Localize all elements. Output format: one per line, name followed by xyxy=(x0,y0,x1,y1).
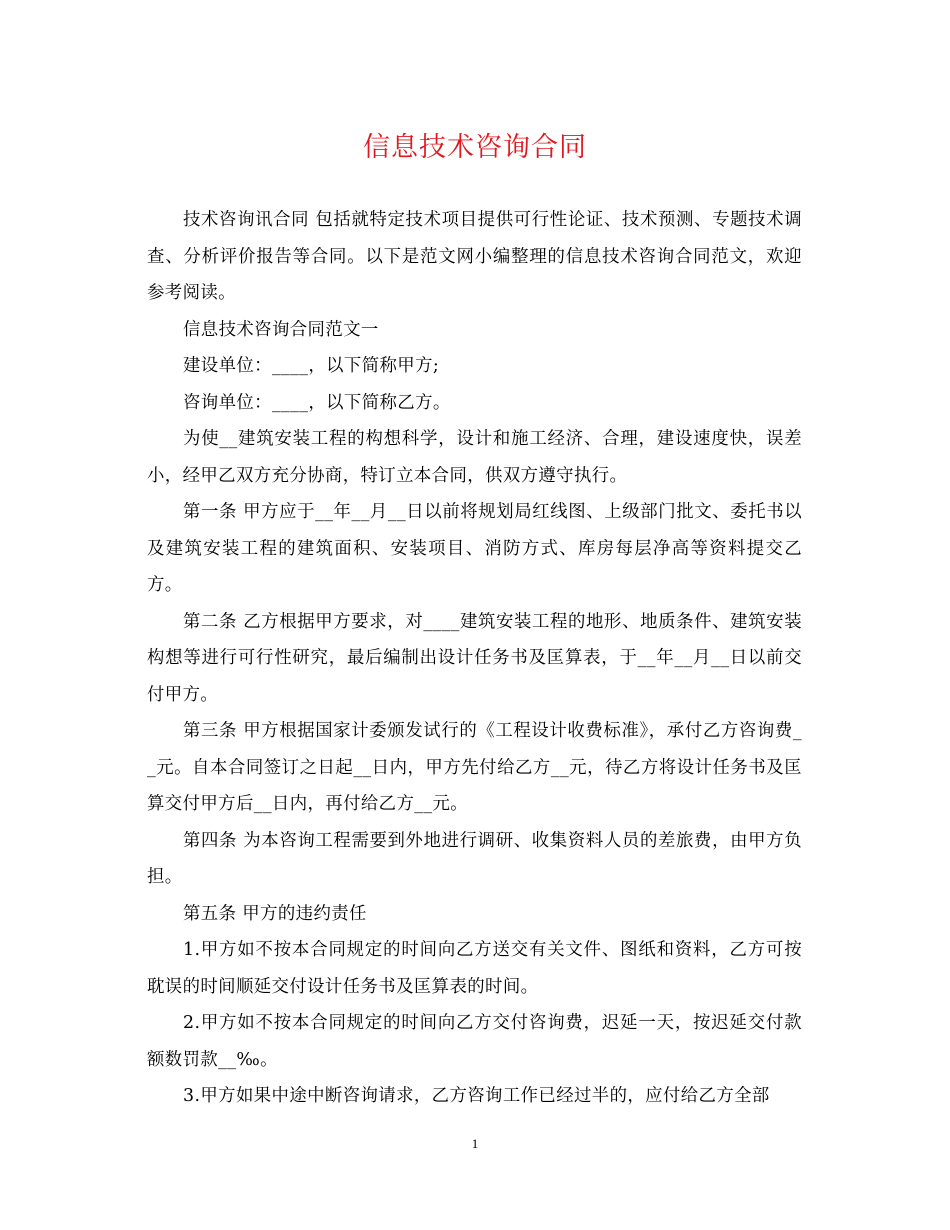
clause-5-2: 2.甲方如不按本合同规定的时间向乙方交付咨询费，迟延一天，按迟延交付款额数罚款__‰。 xyxy=(147,1013,802,1070)
page-number: 1 xyxy=(471,1136,479,1151)
sample-heading: 信息技术咨询合同范文一 xyxy=(183,319,379,340)
party-a-line: 建设单位：____，以下简称甲方; xyxy=(183,356,440,376)
article-2: 第二条 乙方根据甲方要求，对____建筑安装工程的地形、地质条件、建筑安装构想等进行可行性研究，最后编制出设计任务书及匡算表，于__年__月__日以前交付甲方。 xyxy=(147,611,802,705)
party-b-line: 咨询单位：____，以下简称乙方。 xyxy=(183,392,451,413)
article-4: 第四条 为本咨询工程需要到外地进行调研、收集资料人员的差旅费，由甲方负担。 xyxy=(147,830,802,887)
clause-5-3: 3.甲方如果中途中断咨询请求，乙方咨询工作已经过半的，应付给乙方全部 xyxy=(183,1086,770,1106)
document-title: 信息技术咨询合同 xyxy=(363,132,587,163)
article-5-heading: 第五条 甲方的违约责任 xyxy=(183,903,367,924)
intro-paragraph: 技术咨询讯合同 包括就特定技术项目提供可行性论证、技术预测、专题技术调查、分析评价报告等合同。以下是范文网小编整理的信息技术咨询合同范文，欢迎参考阅读。 xyxy=(147,210,802,303)
article-1: 第一条 甲方应于__年__月__日以前将规划局红线图、上级部门批文、委托书以及建筑安装工程的建筑面积、安装项目、消防方式、库房每层净高等资料提交乙方。 xyxy=(147,502,802,595)
article-3: 第三条 甲方根据国家计委颁发试行的《工程设计收费标准》，承付乙方咨询费__元。自本合同签订之日起__日内，甲方先付给乙方__元，待乙方将设计任务书及匡算交付甲方后__日内，再付给乙方__元。 xyxy=(147,721,802,814)
clause-5-1: 1.甲方如不按本合同规定的时间向乙方送交有关文件、图纸和资料，乙方可按耽误的时间顺延交付设计任务书及匡算表的时间。 xyxy=(147,940,802,997)
preamble-paragraph: 为使__建筑安装工程的构想科学，设计和施工经济、合理，建设速度快，误差小，经甲乙双方充分协商，特订立本合同，供双方遵守执行。 xyxy=(147,429,802,486)
document-body xyxy=(147,202,802,1115)
